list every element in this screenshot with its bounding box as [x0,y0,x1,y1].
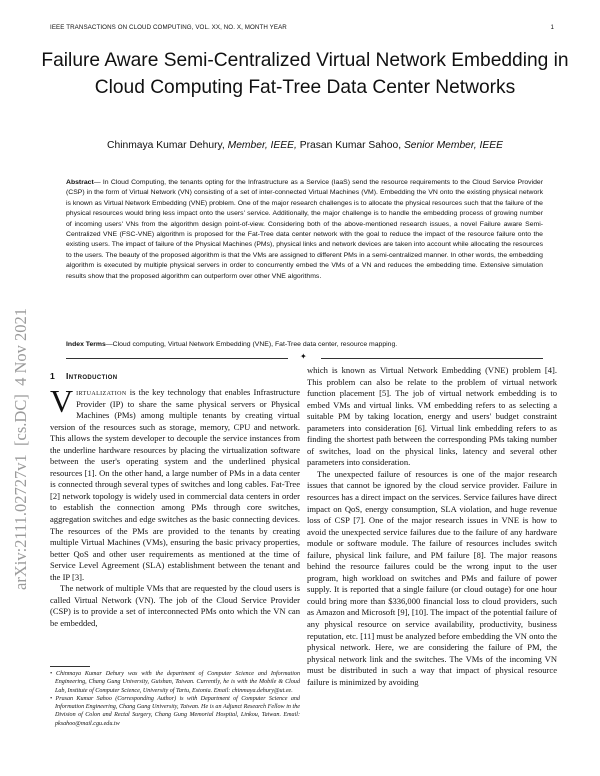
paragraph: The network of multiple VMs that are requested by the cloud users is called Virtual Network (VN). The job of the Cloud Service Provider (CSP) is to provide a set of interconnected PMs onto which the VN can be embedded, [50,583,300,628]
lead-smallcaps: irtualization [76,387,127,397]
separator-diamond-icon: ✦ [300,352,307,361]
section-number: 1 [50,371,55,381]
journal-header: IEEE TRANSACTIONS ON CLOUD COMPUTING, VOL. XX, NO. X, MONTH YEAR [50,24,287,31]
abstract-label: Abstract [66,179,94,186]
footnote-rule [50,666,90,667]
index-terms [66,340,543,350]
author-footnote [50,670,300,728]
section-separator [66,354,543,362]
running-head [50,24,554,31]
separator-rule-left [66,358,288,359]
paragraph: which is known as Virtual Network Embedding (VNE) problem [4]. This problem can also be relate to the problem of virtual network function placement [5]. The job of virtual network embedding is to embed VMs and virtual links. VM embedding refers to as selecting a suitable PM by taking location, energy and users' budget constraint parameters into consideration [6]. Virtual link embedding refers to as finding the shortest path between the corresponding PMs taking number of switches, load on the physical links, latency and several other parameters into consideration. [307,365,557,468]
page-number: 1 [550,24,554,31]
arxiv-stamp [4,180,34,600]
section-title: Introduction [66,371,118,381]
paragraph-text: is the key technology that enables Infrastructure Provider (IP) to share the same physical servers or Physical Machines (PMs) among multiple tenants by creating virtual version of the resources such as storage, memory, CPU and network. This allows the system developer to decouple the service instances from the underline hardware resources by placing the virtualization software between the user's operating system and the underlined physical resources [1]. On the other hand, a large number of PMs in a data center is connected through several types of switches and long cables. Fat-Tree [2] network topology is widely used in commercial data centers in order to establish the connection among PMs through core switches, aggregation switches and edge switches as the basic connecting devices. The resources of the PMs are provided to the tenants by creating multiple Virtual Machines (VMs), ensuring the basic privacy properties, better QoS and other user requirements as mentioned at the time of Service Level Agreement (SLA) establishment between the tenant and the IP [3]. [50,387,300,582]
abstract [66,178,543,282]
index-terms-text: —Cloud computing, Virtual Network Embedding (VNE), Fat-Tree data center, resource mapping. [105,341,398,348]
arxiv-id: arXiv:2111.02727v1 [cs.DC] 4 Nov 2021 [11,308,30,590]
author-2-name: Prasan Kumar Sahoo, [299,140,402,151]
separator-rule-right [321,358,543,359]
footnote-item: • Chinmaya Kumar Dehury was with the department of Computer Science and Information Engineering, Chang Gung University, Guishan, Taiwan. Currently, he is with the Mobile & Cloud Lab, Institute of Computer Science, University of Tartu, Estonia. Email: chinmaya.dehury@ut.ee. [50,671,300,694]
footnote-text: Chinmaya Kumar Dehury was with the department of Computer Science and Information Engineering, Chang Gung University, Guishan, Taiwan. Currently, he is with the Mobile & Cloud Lab, Institute of Computer Science, University of Tartu, Estonia. Email: chinmaya.dehury@ut.ee. [55,671,300,694]
author-2-role: Senior Member, IEEE [403,140,503,151]
footnote-item: • Prasan Kumar Sahoo (Corresponding Author) is with Department of Computer Science and Information Engineering, Chang Gung University, Taiwan. He is an Adjunct Research Fellow in the Division of Colon and Rectal Surgery, Chang Gung Memorial Hospital, Linkou, Taiwan. Email: pksahoo@mail.cgu.edu.tw [50,695,300,727]
paragraph [50,383,300,583]
author-1-name: Chinmaya Kumar Dehury, [107,140,225,151]
index-terms-label: Index Terms [66,341,106,348]
author-line [40,140,570,151]
author-1-role: Member, IEEE, [227,140,297,151]
footnote-text: Prasan Kumar Sahoo (Corresponding Author) is with Department of Computer Science and Information Engineering, Chang Gung University, Taiwan. He is an Adjunct Research Fellow in the Division of Colon and Rectal Surgery, Chang Gung Memorial Hospital, Linkou, Taiwan. Email: pksahoo@mail.cgu.edu.tw [55,695,300,727]
paper-title: Failure Aware Semi-Centralized Virtual Network Embedding in Cloud Computing Fat-Tree Data Center Networks [41,50,569,98]
section-heading [50,371,300,381]
body-column-left [50,383,300,629]
abstract-text: — In Cloud Computing, the tenants opting for the Infrastructure as a Service (IaaS) send the resource requirements to the Cloud Service Provider (CSP) in the form of Virtual Network (VN) consisting of a set of inter-connected Virtual Machines (VM). Embedding the VN onto the existing physical network is known as Virtual Network Embedding (VNE) problem. One of the major research challenges is to allocate the physical resources such that the failure of the physical resources would bring less impact onto the users' service. Additionally, the major challenge is to handle the embedding process of growing number of incoming users' VNs from the algorithm design point-of-view. Considering both of the above-mentioned research issues, a novel Failure aware Semi-Centralized VNE (FSC-VNE) algorithm is proposed for the Fat-Tree data center network with the goal to reduce the impact of the resource failure onto the existing users. The impact of failure of the Physical Machines (PMs), physical links and network devices are taken into account while allocating the resources to the users. The beauty of the proposed algorithm is that the VMs are assigned to different PMs in a semi-centralized manner. In other words, the embedding algorithm is executed by multiple physical servers in order to concurrently embed the VMs of a VN and reduces the embedding time. Extensive simulation results show that the proposed algorithm can outperform over other VNE algorithms. [66,179,543,280]
drop-cap: V [50,383,74,419]
body-column-right [307,365,557,688]
paragraph: The unexpected failure of resources is one of the major research issues that cannot be ignored by the cloud service provider. Failure in resources has a direct impact on the services. Service failures have direct impact on QoS, energy consumption, SLA violation, and huge revenue loss of CSP [7]. One of the major research issues in VNE is how to avoid the unexpected service failures due to the failure of any hardware module or software module. The failure of resources includes switch failure, physical link failure, and PM failure [8]. The major reasons behind the resource failures could be the wrong input to the user program, high workload on switches and PMs and failure of power supply. It is reported that a single failure (or cloud outage) for one hour could bring more than $336,000 financial loss to cloud providers, such as Amazon and Microsoft [9], [10]. The impact of the potential failure of any physical resource on service availability, productivity, business reputation, etc. [11] must be analyzed before embedding the VN onto the physical network. Here, we are considering the failure of PM, the physical network link and the switches. The VMs of the incoming VN must be distributed in such a way that impact of physical resource failure is minimized by avoiding [307,468,557,687]
